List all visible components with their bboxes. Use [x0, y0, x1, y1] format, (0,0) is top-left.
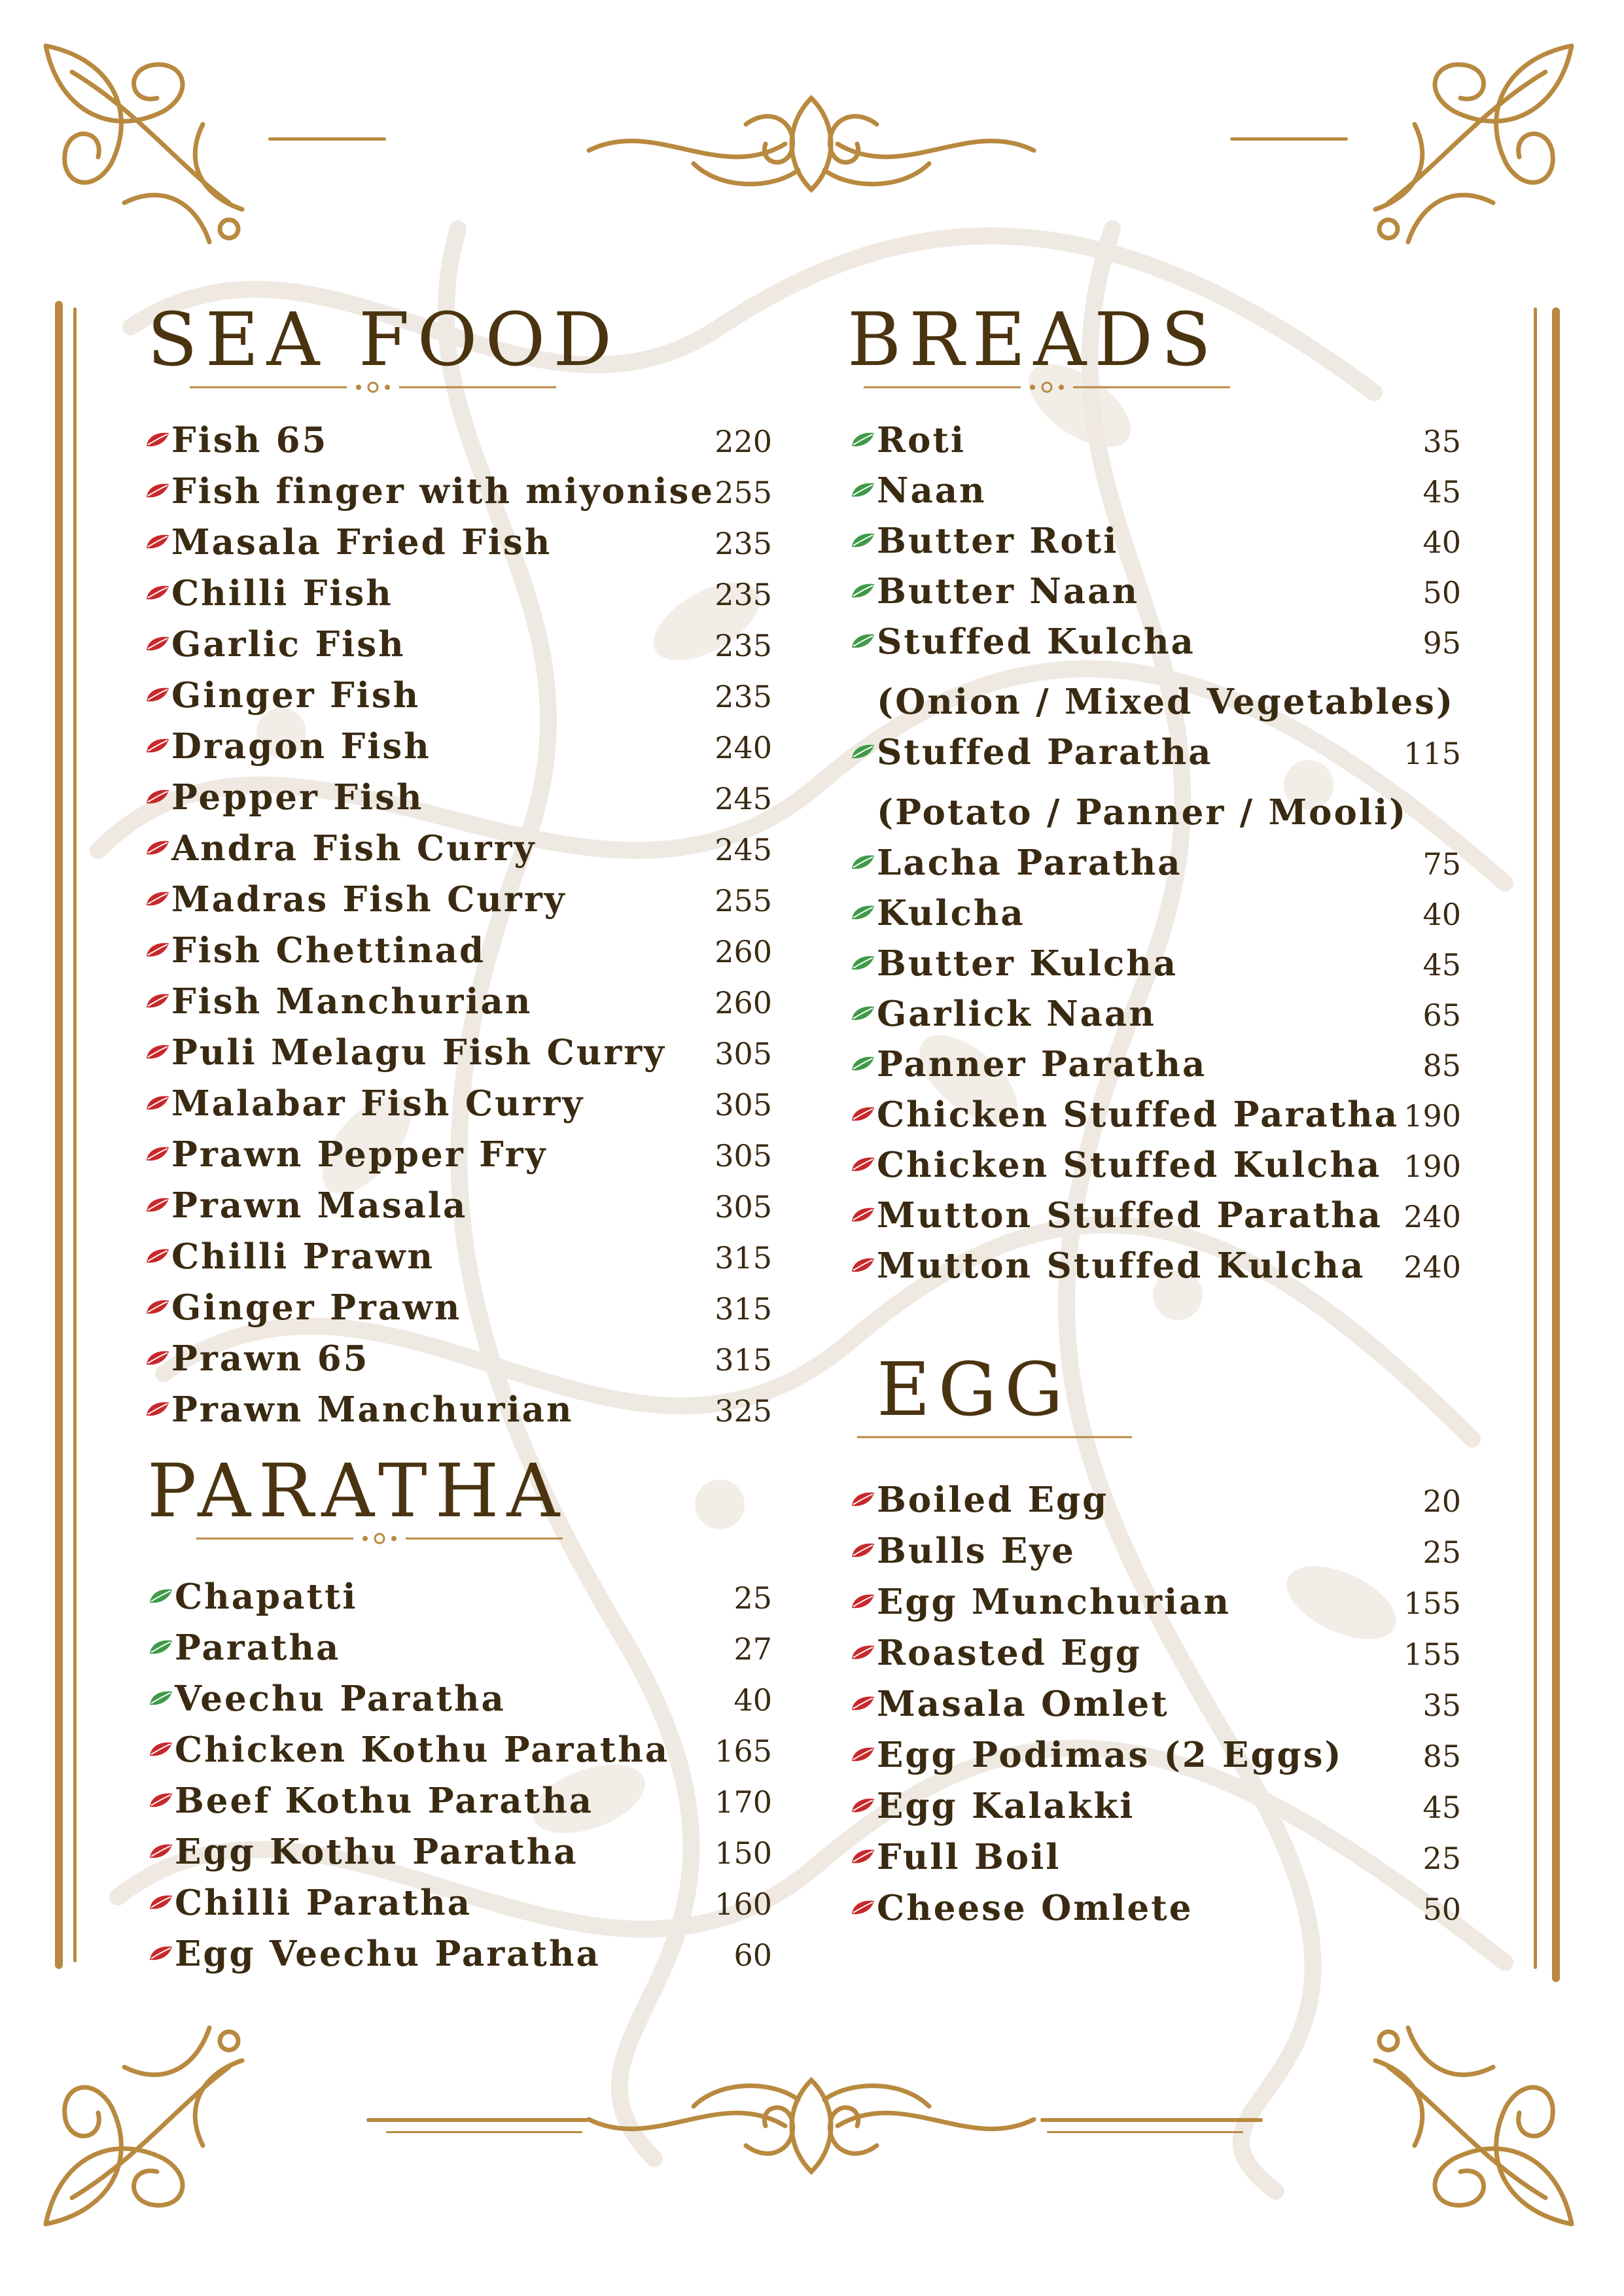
- menu-item: [144, 675, 772, 726]
- menu-item: [849, 943, 1461, 994]
- menu-item-price: 235: [715, 679, 772, 714]
- menu-item-price: 25: [1422, 1535, 1461, 1570]
- menu-item-name: Boiled Egg: [877, 1480, 1109, 1520]
- menu-item: [849, 1888, 1461, 1939]
- menu-item: [849, 1044, 1461, 1094]
- menu-item: [144, 624, 772, 675]
- menu-item-name: Butter Naan: [877, 571, 1140, 612]
- menu-item-price: 40: [1422, 525, 1461, 560]
- menu-item-name: Prawn Pepper Fry: [171, 1134, 548, 1175]
- menu-item-note: (Onion / Mixed Vegetables): [877, 682, 1455, 722]
- menu-item-name: Ginger Fish: [171, 675, 421, 716]
- menu-item: [147, 1627, 772, 1679]
- menu-item: [849, 1582, 1461, 1633]
- menu-item-price: 20: [1422, 1484, 1461, 1519]
- nonveg-leaf-icon: [144, 1043, 171, 1061]
- corner-ornament-top-right-icon: [1362, 33, 1585, 255]
- menu-item-price: 235: [715, 526, 772, 561]
- menu-item: [144, 1185, 772, 1236]
- menu-item-price: 260: [715, 934, 772, 969]
- section-title-egg: EGG: [877, 1348, 1071, 1433]
- menu-item-price: 245: [715, 781, 772, 816]
- menu-item: [144, 1083, 772, 1134]
- menu-item-name: Prawn Manchurian: [171, 1389, 574, 1430]
- menu-item-name: Stuffed Kulcha: [877, 621, 1195, 662]
- menu-item-price: 260: [715, 985, 772, 1020]
- menu-item-name: Stuffed Paratha: [877, 732, 1213, 773]
- nonveg-leaf-icon: [849, 1256, 877, 1274]
- veg-leaf-icon: [849, 954, 877, 972]
- menu-item-price: 170: [715, 1784, 772, 1820]
- menu-item-price: 85: [1422, 1048, 1461, 1083]
- menu-item-price: 240: [715, 730, 772, 765]
- menu-item-price: 85: [1422, 1739, 1461, 1774]
- corner-ornament-bottom-left-icon: [33, 2015, 255, 2237]
- menu-item: [144, 726, 772, 777]
- menu-item-name: Madras Fish Curry: [171, 879, 567, 920]
- veg-leaf-icon: [849, 853, 877, 871]
- bottom-rule-right-thin: [1047, 2131, 1243, 2133]
- nonveg-leaf-icon: [144, 583, 171, 602]
- menu-item-price: 25: [1422, 1841, 1461, 1876]
- bottom-center-flourish-icon: [576, 2061, 1047, 2191]
- nonveg-leaf-icon: [144, 686, 171, 704]
- nonveg-leaf-icon: [144, 1196, 171, 1214]
- menu-item-price: 50: [1422, 1892, 1461, 1927]
- menu-item: [849, 1195, 1461, 1245]
- menu-item: [144, 1032, 772, 1083]
- menu-item-name: Naan: [877, 470, 987, 511]
- menu-item: [849, 621, 1461, 672]
- nonveg-leaf-icon: [144, 788, 171, 806]
- nonveg-leaf-icon: [849, 1541, 877, 1559]
- menu-item: [849, 571, 1461, 621]
- menu-item-price: 235: [715, 628, 772, 663]
- menu-item-price: 40: [733, 1682, 772, 1718]
- menu-item-name: Ginger Prawn: [171, 1287, 462, 1328]
- menu-item-name: Egg Podimas (2 Eggs): [877, 1735, 1343, 1775]
- menu-item: [144, 1236, 772, 1287]
- menu-item-name: Bulls Eye: [877, 1531, 1076, 1571]
- menu-item-price: 75: [1422, 846, 1461, 882]
- menu-item: [144, 930, 772, 981]
- menu-item-price: 305: [715, 1087, 772, 1122]
- menu-item: [147, 1679, 772, 1730]
- nonveg-leaf-icon: [144, 890, 171, 908]
- menu-item-name: Chicken Kothu Paratha: [175, 1730, 670, 1770]
- nonveg-leaf-icon: [849, 1643, 877, 1661]
- menu-item-price: 115: [1403, 736, 1461, 771]
- menu-item: [144, 879, 772, 930]
- menu-item-name: Chicken Stuffed Kulcha: [877, 1145, 1382, 1185]
- left-border-bar: [55, 301, 63, 1969]
- nonveg-leaf-icon: [849, 1105, 877, 1123]
- menu-item-name: Garlick Naan: [877, 994, 1156, 1034]
- title-divider-icon: [864, 379, 1230, 395]
- paratha-menu-list: [147, 1576, 772, 1985]
- menu-item: [849, 1145, 1461, 1195]
- menu-item: [147, 1832, 772, 1883]
- right-border-bar: [1552, 307, 1560, 1982]
- menu-item: [147, 1934, 772, 1985]
- seafood-menu-list: [144, 420, 772, 1440]
- menu-item-name: Kulcha: [877, 893, 1025, 933]
- menu-item-name: Roti: [877, 420, 966, 461]
- top-center-flourish-icon: [576, 78, 1047, 209]
- title-divider-icon: [196, 1531, 563, 1546]
- nonveg-leaf-icon: [144, 1400, 171, 1418]
- menu-item-price: 305: [715, 1036, 772, 1071]
- menu-item-price: 165: [715, 1733, 772, 1769]
- nonveg-leaf-icon: [144, 1298, 171, 1316]
- menu-item-name: Malabar Fish Curry: [171, 1083, 585, 1124]
- nonveg-leaf-icon: [849, 1694, 877, 1713]
- menu-item: [144, 573, 772, 624]
- menu-item: [144, 522, 772, 573]
- menu-item-name: Fish 65: [171, 420, 328, 461]
- menu-item: [849, 420, 1461, 470]
- menu-item-name: Panner Paratha: [877, 1044, 1207, 1085]
- menu-item: [144, 1389, 772, 1440]
- menu-item-price: 40: [1422, 897, 1461, 932]
- menu-item-price: 325: [715, 1393, 772, 1429]
- veg-leaf-icon: [849, 481, 877, 499]
- nonveg-leaf-icon: [849, 1847, 877, 1866]
- menu-item-name: Full Boil: [877, 1837, 1061, 1877]
- right-border-bar-thin: [1534, 307, 1537, 1969]
- menu-item-price: 315: [715, 1291, 772, 1327]
- menu-item: [144, 471, 772, 522]
- corner-ornament-top-left-icon: [33, 33, 255, 255]
- menu-item-price: 95: [1422, 625, 1461, 661]
- menu-item-name: Lacha Paratha: [877, 843, 1182, 883]
- menu-item-price: 50: [1422, 575, 1461, 610]
- veg-leaf-icon: [147, 1587, 175, 1605]
- menu-item-name: Chicken Stuffed Paratha: [877, 1094, 1400, 1135]
- menu-item-note: (Potato / Panner / Mooli): [877, 792, 1408, 833]
- menu-item-name: Paratha: [175, 1627, 341, 1668]
- menu-item: [849, 521, 1461, 571]
- nonveg-leaf-icon: [144, 430, 171, 449]
- breads-menu-list: [849, 420, 1461, 1296]
- veg-leaf-icon: [849, 1004, 877, 1022]
- menu-item-price: 190: [1403, 1098, 1461, 1134]
- menu-item: [144, 1287, 772, 1338]
- nonveg-leaf-icon: [849, 1796, 877, 1815]
- menu-item-price: 27: [733, 1631, 772, 1667]
- menu-item-price: 305: [715, 1138, 772, 1174]
- menu-item: [849, 1245, 1461, 1296]
- menu-item-price: 235: [715, 577, 772, 612]
- bottom-rule-left: [366, 2118, 589, 2122]
- menu-item-price: 220: [715, 424, 772, 459]
- veg-leaf-icon: [849, 632, 877, 650]
- menu-item-name: Prawn Masala: [171, 1185, 468, 1226]
- nonveg-leaf-icon: [144, 1094, 171, 1112]
- menu-item-price: 190: [1403, 1149, 1461, 1184]
- menu-item: [849, 994, 1461, 1044]
- menu-item-name: Mutton Stuffed Kulcha: [877, 1245, 1366, 1286]
- menu-item-price: 240: [1403, 1249, 1461, 1285]
- nonveg-leaf-icon: [849, 1155, 877, 1174]
- nonveg-leaf-icon: [849, 1490, 877, 1508]
- menu-item: [849, 1684, 1461, 1735]
- menu-item-name: Puli Melagu Fish Curry: [171, 1032, 666, 1073]
- menu-item-name: Chilli Paratha: [175, 1883, 472, 1923]
- menu-item-name: Egg Munchurian: [877, 1582, 1231, 1622]
- menu-item-price: 35: [1422, 1688, 1461, 1723]
- menu-item-price: 255: [715, 883, 772, 918]
- menu-item-name: Andra Fish Curry: [171, 828, 537, 869]
- veg-leaf-icon: [147, 1638, 175, 1656]
- section-title-paratha: PARATHA: [147, 1449, 568, 1534]
- corner-ornament-bottom-right-icon: [1362, 2015, 1585, 2237]
- menu-item-price: 155: [1403, 1586, 1461, 1621]
- menu-item-price: 160: [715, 1887, 772, 1922]
- menu-item: [849, 1480, 1461, 1531]
- nonveg-leaf-icon: [147, 1740, 175, 1758]
- menu-item-price: 240: [1403, 1199, 1461, 1234]
- top-rule-left: [268, 137, 386, 141]
- menu-item-price: 245: [715, 832, 772, 867]
- menu-item-name: Butter Kulcha: [877, 943, 1178, 984]
- title-divider-icon: [857, 1429, 1132, 1445]
- menu-item-name: Roasted Egg: [877, 1633, 1142, 1673]
- nonveg-leaf-icon: [144, 532, 171, 551]
- menu-item: [849, 1837, 1461, 1888]
- menu-item-name: Fish finger with miyonise: [171, 471, 715, 512]
- menu-item-name: Chilli Fish: [171, 573, 393, 614]
- nonveg-leaf-icon: [147, 1944, 175, 1962]
- menu-item: [144, 777, 772, 828]
- menu-item: [849, 732, 1461, 782]
- menu-item-name: Egg Kalakki: [877, 1786, 1135, 1826]
- veg-leaf-icon: [849, 582, 877, 600]
- menu-item: [147, 1576, 772, 1627]
- menu-item: [144, 828, 772, 879]
- top-rule-right: [1230, 137, 1348, 141]
- menu-item-name: Pepper Fish: [171, 777, 424, 818]
- menu-item: [147, 1781, 772, 1832]
- menu-item: [144, 1338, 772, 1389]
- menu-item-name: Fish Manchurian: [171, 981, 533, 1022]
- menu-item-name: Chapatti: [175, 1576, 358, 1617]
- bottom-rule-right: [1040, 2118, 1263, 2122]
- menu-item: [144, 981, 772, 1032]
- nonveg-leaf-icon: [144, 737, 171, 755]
- nonveg-leaf-icon: [147, 1842, 175, 1860]
- menu-item-name: Dragon Fish: [171, 726, 431, 767]
- menu-item-name: Masala Omlet: [877, 1684, 1169, 1724]
- menu-item: [849, 1094, 1461, 1145]
- menu-item-name: Prawn 65: [171, 1338, 370, 1379]
- veg-leaf-icon: [849, 1054, 877, 1073]
- menu-item-price: 45: [1422, 947, 1461, 983]
- nonveg-leaf-icon: [849, 1745, 877, 1764]
- menu-item-name: Masala Fried Fish: [171, 522, 552, 563]
- nonveg-leaf-icon: [144, 941, 171, 959]
- nonveg-leaf-icon: [144, 635, 171, 653]
- menu-item-name: Egg Kothu Paratha: [175, 1832, 578, 1872]
- menu-item: [849, 1735, 1461, 1786]
- menu-item-price: 255: [715, 475, 772, 510]
- menu-item: [849, 843, 1461, 893]
- menu-item: [147, 1883, 772, 1934]
- nonveg-leaf-icon: [144, 1145, 171, 1163]
- menu-item: [849, 1786, 1461, 1837]
- menu-item-price: 25: [733, 1580, 772, 1616]
- menu-item-name: Beef Kothu Paratha: [175, 1781, 594, 1821]
- nonveg-leaf-icon: [147, 1893, 175, 1911]
- menu-item-name: Mutton Stuffed Paratha: [877, 1195, 1383, 1236]
- nonveg-leaf-icon: [144, 1247, 171, 1265]
- menu-item-price: 45: [1422, 1790, 1461, 1825]
- menu-item-name: Fish Chettinad: [171, 930, 486, 971]
- menu-item-name: Egg Veechu Paratha: [175, 1934, 601, 1974]
- menu-item-name: Garlic Fish: [171, 624, 406, 665]
- nonveg-leaf-icon: [144, 481, 171, 500]
- menu-item-price: 155: [1403, 1637, 1461, 1672]
- nonveg-leaf-icon: [144, 1349, 171, 1367]
- veg-leaf-icon: [849, 430, 877, 449]
- title-divider-icon: [190, 379, 556, 395]
- veg-leaf-icon: [849, 531, 877, 549]
- menu-item: [849, 1531, 1461, 1582]
- nonveg-leaf-icon: [147, 1791, 175, 1809]
- menu-item: [849, 470, 1461, 521]
- left-border-bar-thin: [73, 307, 77, 1962]
- egg-menu-list: [849, 1480, 1461, 1939]
- nonveg-leaf-icon: [144, 992, 171, 1010]
- menu-item-price: 150: [715, 1835, 772, 1871]
- menu-item-name: Butter Roti: [877, 521, 1119, 561]
- menu-item: [147, 1730, 772, 1781]
- menu-item-price: 35: [1422, 424, 1461, 459]
- menu-item: [849, 893, 1461, 943]
- menu-item: [849, 1633, 1461, 1684]
- nonveg-leaf-icon: [144, 839, 171, 857]
- menu-item-price: 60: [733, 1938, 772, 1973]
- nonveg-leaf-icon: [849, 1898, 877, 1917]
- section-title-breads: BREADS: [847, 298, 1219, 383]
- veg-leaf-icon: [849, 903, 877, 922]
- menu-item: [144, 1134, 772, 1185]
- menu-item-name: Cheese Omlete: [877, 1888, 1193, 1928]
- menu-item-price: 315: [715, 1342, 772, 1378]
- menu-item-price: 315: [715, 1240, 772, 1276]
- menu-item-name: Chilli Prawn: [171, 1236, 434, 1277]
- veg-leaf-icon: [849, 742, 877, 761]
- section-title-seafood: SEA FOOD: [147, 298, 620, 383]
- menu-item-price: 45: [1422, 474, 1461, 510]
- bottom-rule-left-thin: [386, 2131, 582, 2133]
- nonveg-leaf-icon: [849, 1206, 877, 1224]
- veg-leaf-icon: [147, 1689, 175, 1707]
- menu-item-price: 65: [1422, 998, 1461, 1033]
- menu-item-price: 305: [715, 1189, 772, 1225]
- menu-item: [144, 420, 772, 471]
- nonveg-leaf-icon: [849, 1592, 877, 1610]
- menu-item-name: Veechu Paratha: [175, 1679, 506, 1719]
